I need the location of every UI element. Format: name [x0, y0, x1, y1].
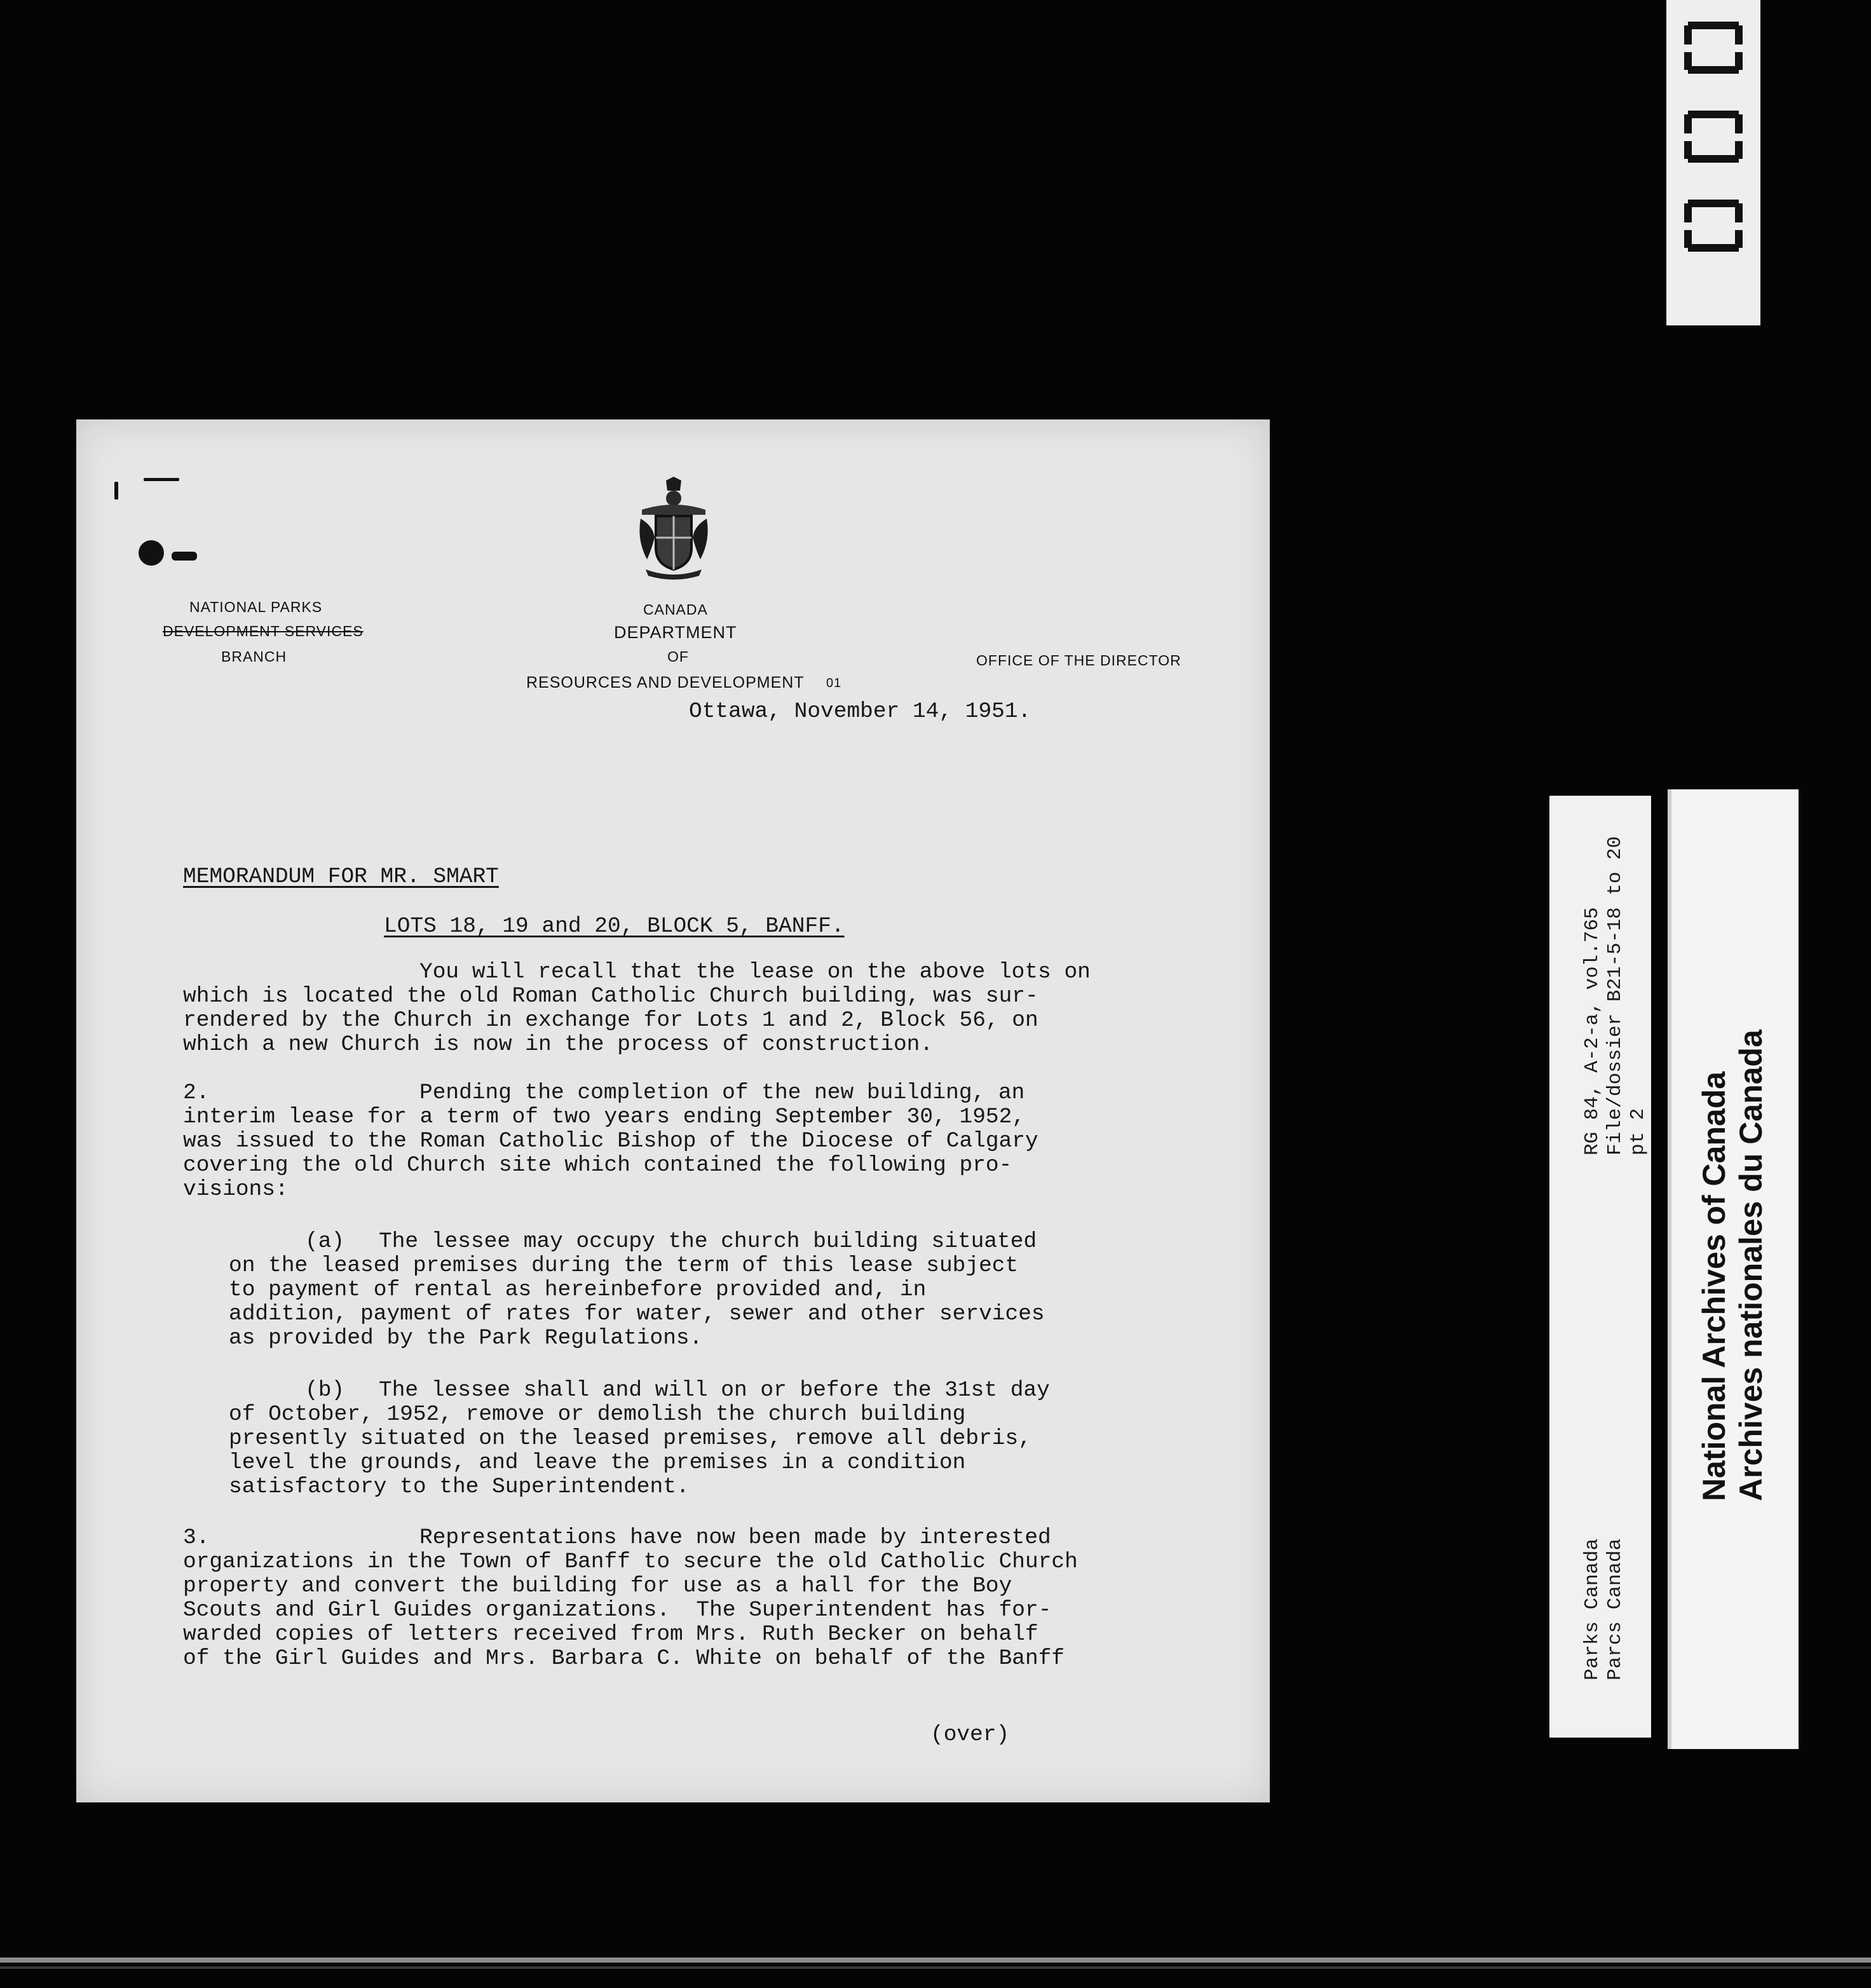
provision-line: The lessee may occupy the church building situated: [379, 1229, 1037, 1254]
memo-addressee: MEMORANDUM FOR MR. SMART: [183, 864, 499, 889]
paragraph-number: 3.: [183, 1525, 210, 1550]
paragraph-line: which is located the old Roman Catholic Church building, was sur-: [183, 984, 1038, 1009]
paragraph-line: was issued to the Roman Catholic Bishop of the Diocese of Calgary: [183, 1129, 1038, 1154]
memo-subject: LOTS 18, 19 and 20, BLOCK 5, BANFF.: [384, 914, 845, 939]
provision-line: as provided by the Park Regulations.: [229, 1326, 703, 1351]
paragraph-number: 2.: [183, 1080, 210, 1105]
branch-line-1: NATIONAL PARKS: [189, 599, 323, 615]
branch-line-3: BRANCH: [221, 648, 287, 665]
provision-line: on the leased premises during the term of this lease subject: [229, 1253, 1019, 1278]
paragraph-line: which a new Church is now in the process of construction.: [183, 1032, 934, 1057]
page-continuation: (over): [930, 1722, 1010, 1747]
provision-line: The lessee shall and will on or before the 31st day: [379, 1378, 1050, 1403]
letterhead-ministry: RESOURCES AND DEVELOPMENT: [526, 674, 805, 691]
frame-mark-icon: [1683, 19, 1744, 75]
national-archives-text: National Archives of Canada Archives nationales du Canada: [1696, 1030, 1769, 1501]
paragraph-line: interim lease for a term of two years ending September 30, 1952,: [183, 1105, 1026, 1129]
national-archives-label: [1668, 789, 1799, 1749]
film-edge-line: [0, 1966, 1871, 1969]
paragraph-line: covering the old Church site which contained the following pro-: [183, 1153, 1012, 1178]
letterhead-department: DEPARTMENT: [614, 623, 737, 642]
ink-smudge: [172, 552, 197, 561]
paragraph-line: organizations in the Town of Banff to secure the old Catholic Church: [183, 1549, 1078, 1574]
office-of-director: OFFICE OF THE DIRECTOR: [976, 652, 1181, 669]
paragraph-line: warded copies of letters received from Mrs. Ruth Becker on behalf: [183, 1622, 1038, 1647]
memorandum-page: [76, 419, 1270, 1802]
provision-line: to payment of rental as hereinbefore provided and, in: [229, 1277, 927, 1302]
paragraph-line: visions:: [183, 1177, 289, 1202]
provision-line: of October, 1952, remove or demolish the church building: [229, 1402, 966, 1427]
paragraph-line: You will recall that the lease on the above lots on: [419, 960, 1091, 984]
provision-line: satisfactory to the Superintendent.: [229, 1474, 690, 1499]
letterhead-country: CANADA: [643, 601, 708, 618]
frame-mark-icon: [1683, 197, 1744, 253]
provision-line: addition, payment of rates for water, sewer and other services: [229, 1302, 1045, 1326]
archive-reference-label: [1549, 796, 1651, 1738]
paragraph-line: Pending the completion of the new building, an: [419, 1080, 1025, 1105]
paragraph-line: property and convert the building for use as a hall for the Boy: [183, 1574, 1012, 1598]
provision-label: (b): [305, 1378, 345, 1403]
paragraph-line: Scouts and Girl Guides organizations. The Superintendent has for-: [183, 1598, 1052, 1623]
ink-smudge: [144, 478, 179, 481]
frame-mark-icon: [1683, 108, 1744, 164]
file-mark: 01: [826, 676, 842, 690]
paragraph-line: rendered by the Church in exchange for Lots 1 and 2, Block 56, on: [183, 1008, 1038, 1033]
paragraph-line: Representations have now been made by interested: [419, 1525, 1051, 1550]
frame-number-card: [1666, 0, 1760, 325]
paragraph-line: of the Girl Guides and Mrs. Barbara C. White on behalf of the Banff: [183, 1646, 1065, 1671]
ink-smudge: [139, 540, 164, 566]
provision-line: presently situated on the leased premises, remove all debris,: [229, 1426, 1031, 1451]
letterhead-of: OF: [667, 648, 689, 665]
film-edge: [0, 1957, 1871, 1963]
coat-of-arms-icon: [636, 477, 712, 580]
reference-text: RG 84, A-2-a, vol.765 File/dossier B21-5-18 to 20 pt 2: [1581, 836, 1649, 1155]
provision-label: (a): [305, 1229, 345, 1254]
branch-line-2: DEVELOPMENT SERVICES: [163, 623, 364, 639]
parks-canada-text: Parks Canada Parcs Canada: [1581, 1538, 1626, 1680]
memo-date: Ottawa, November 14, 1951.: [689, 699, 1031, 724]
provision-line: level the grounds, and leave the premises in a condition: [229, 1450, 966, 1475]
ink-smudge: [114, 482, 118, 500]
